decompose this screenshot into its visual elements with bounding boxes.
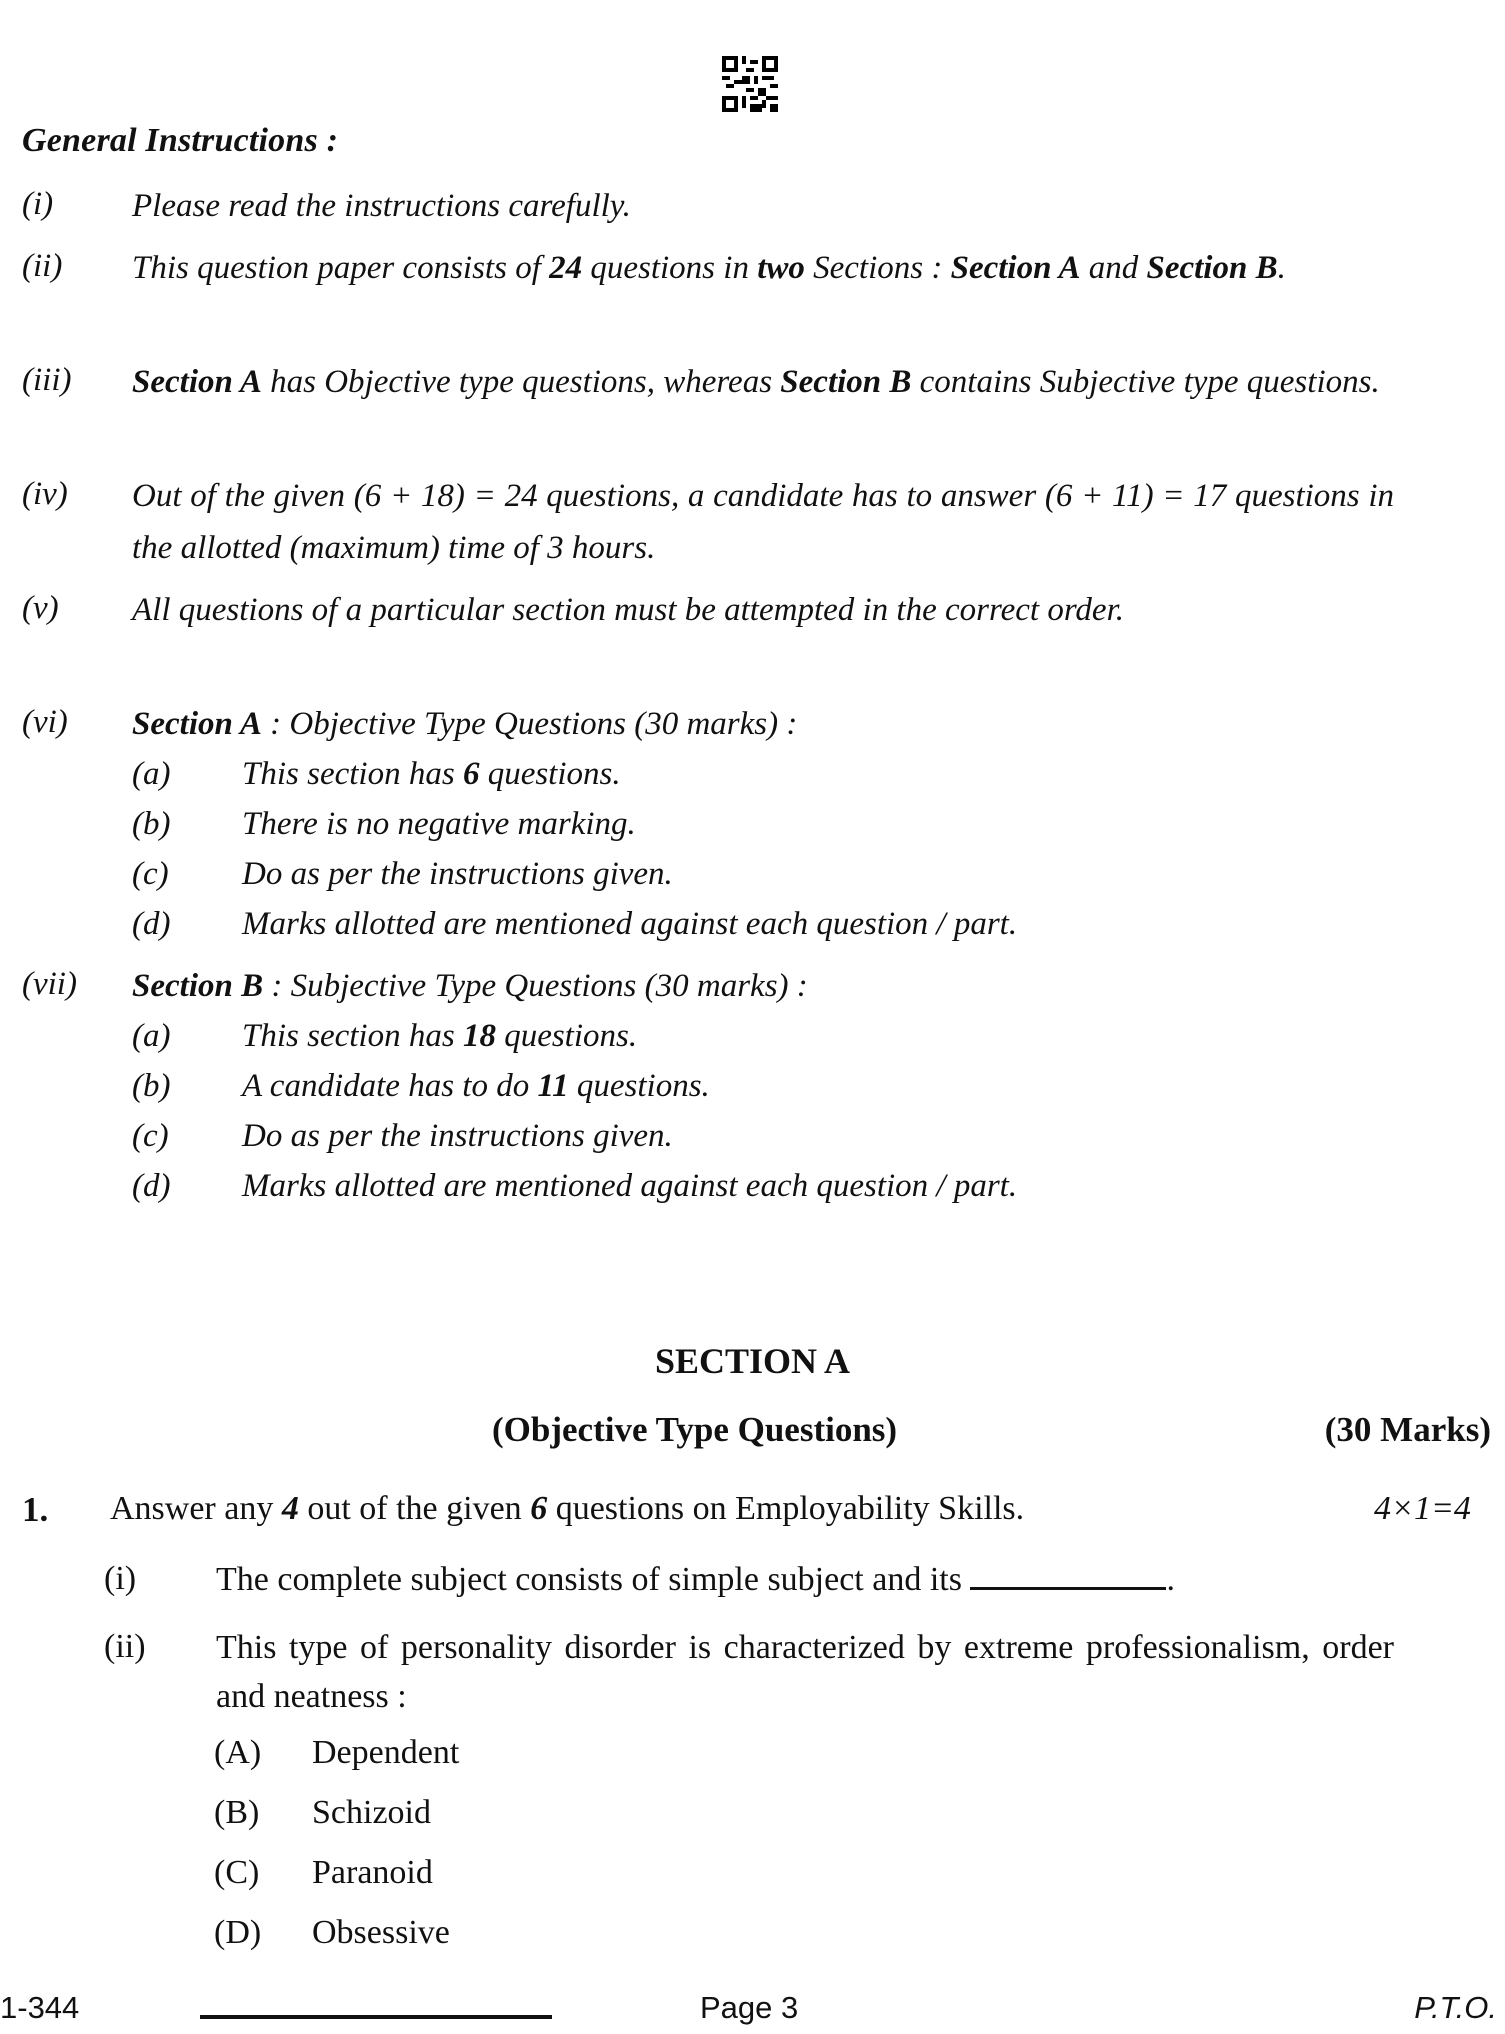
please-turn-over: P.T.O. — [1414, 1990, 1497, 2025]
question-marks: 4×1=4 — [1374, 1490, 1471, 1527]
option-label: (B) — [214, 1794, 260, 1831]
instruction-number: (iii) — [22, 362, 72, 398]
option-text: Dependent — [312, 1734, 460, 1771]
instruction-number: (v) — [22, 590, 59, 626]
part-text: This type of personality disorder is characterized by extreme professionalism, order and neatness : — [216, 1629, 1394, 1715]
option-label: (C) — [214, 1854, 260, 1891]
instruction-number: (i) — [22, 186, 54, 222]
instruction-text: Please read the instructions carefully. — [132, 188, 631, 224]
sub-instruction-text: This section has 6 questions. — [242, 756, 621, 792]
sub-instruction-number: (c) — [132, 1118, 169, 1154]
instruction-text: Out of the given (6 + 18) = 24 questions, a candidate has to answer (6 + 11) = 17 questions in the allotted (maximum) time of 3 hours. — [132, 478, 1394, 566]
option-text: Paranoid — [312, 1854, 433, 1891]
sub-instruction-text: Do as per the instructions given. — [242, 856, 673, 892]
sub-instruction-number: (c) — [132, 856, 169, 892]
instruction-number: (iv) — [22, 476, 68, 512]
page-number: Page 3 — [700, 1990, 799, 2025]
option-text: Schizoid — [312, 1794, 431, 1831]
section-a-subtitle: (Objective Type Questions) — [492, 1410, 898, 1449]
sub-instruction-text: Marks allotted are mentioned against each question / part. — [242, 1168, 1018, 1204]
sub-instruction-number: (b) — [132, 1068, 171, 1104]
question-number: 1. — [22, 1490, 49, 1529]
instruction-number: (ii) — [22, 248, 63, 284]
general-instructions-title: General Instructions : — [22, 122, 339, 159]
option-text: Obsessive — [312, 1914, 450, 1951]
sub-instruction-number: (d) — [132, 906, 171, 942]
instruction-text: All questions of a particular section must be attempted in the correct order. — [132, 592, 1125, 628]
footer-divider — [200, 2015, 552, 2019]
instruction-text: This question paper consists of 24 questions in two Sections : Section A and Section B. — [132, 250, 1286, 286]
paper-code: 1-344 — [0, 1990, 80, 2025]
instruction-text: Section B : Subjective Type Questions (30 marks) : — [132, 968, 808, 1004]
option-label: (A) — [214, 1734, 262, 1771]
section-a-marks: (30 Marks) — [1324, 1410, 1491, 1449]
sub-instruction-text: Marks allotted are mentioned against each question / part. — [242, 906, 1018, 942]
sub-instruction-number: (b) — [132, 806, 171, 842]
instruction-number: (vii) — [22, 966, 77, 1002]
sub-instruction-number: (a) — [132, 756, 171, 792]
part-text: The complete subject consists of simple subject and its . — [216, 1561, 1175, 1598]
instruction-text: Section A : Objective Type Questions (30 marks) : — [132, 706, 798, 742]
instruction-text: Section A has Objective type questions, whereas Section B contains Subjective type questions. — [132, 364, 1380, 400]
option-label: (D) — [214, 1914, 262, 1951]
answer-blank — [970, 1559, 1166, 1590]
part-number: (i) — [104, 1560, 137, 1597]
instruction-number: (vi) — [22, 704, 68, 740]
sub-instruction-number: (a) — [132, 1018, 171, 1054]
sub-instruction-text: This section has 18 questions. — [242, 1018, 638, 1054]
sub-instruction-text: There is no negative marking. — [242, 806, 636, 842]
sub-instruction-text: A candidate has to do 11 questions. — [242, 1068, 710, 1104]
question-text: Answer any 4 out of the given 6 questions on Employability Skills. — [110, 1490, 1025, 1527]
section-a-title: SECTION A — [654, 1341, 851, 1381]
qr-code-icon — [722, 56, 778, 112]
sub-instruction-text: Do as per the instructions given. — [242, 1118, 673, 1154]
part-number: (ii) — [104, 1628, 146, 1665]
sub-instruction-number: (d) — [132, 1168, 171, 1204]
